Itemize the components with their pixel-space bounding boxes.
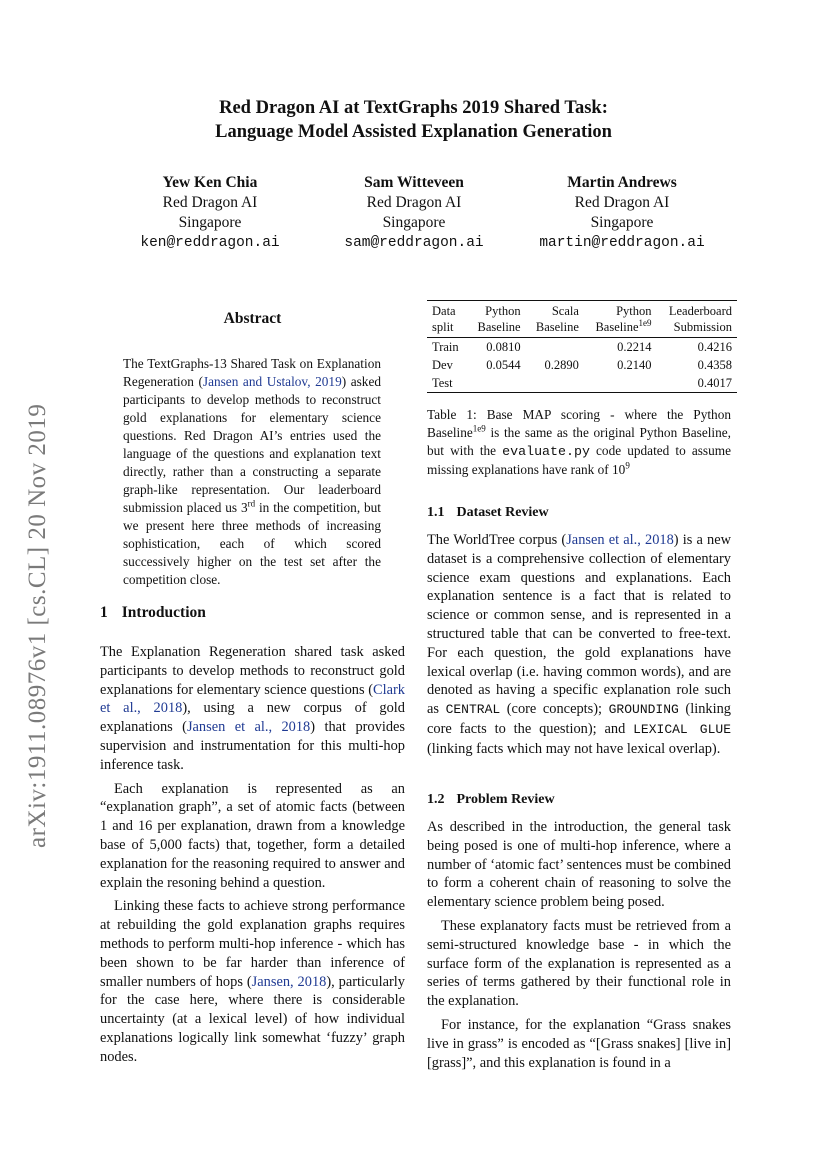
code-text: LEXICAL GLUE [633,721,731,737]
table-cell: 0.2890 [544,358,579,372]
citation-link[interactable]: Clark et al., 2018 [100,681,405,717]
text-run: Table 1: Base MAP scoring - where the Python Baseline [427,407,731,440]
citation-link[interactable]: Jansen, 2018 [251,973,327,990]
table-cell: 0.4017 [697,376,732,390]
author-org: Red Dragon AI [366,194,462,211]
subsection-title: Dataset Review [456,505,549,520]
subsection-number: 1.1 [427,505,445,520]
text-run: The WorldTree corpus ( [427,532,567,548]
table-cell [467,374,525,392]
column-header: Scala Baseline [535,304,579,334]
section-title: Introduction [121,604,206,621]
table-cell [526,374,584,392]
title-line-1: Red Dragon AI at TextGraphs 2019 Shared Task: [219,98,608,118]
table-row [427,356,737,374]
paper-title [0,96,827,144]
arxiv-identifier: arXiv:1911.08976v1 [cs.CL] 20 Nov 2019 [24,403,51,848]
author-name: Sam Witteveen [364,174,464,191]
author-location: Singapore [382,214,446,231]
subsection-heading [427,505,731,521]
subsection-number: 1.2 [427,792,445,807]
superscript: 1e9 [472,423,486,434]
code-text: evaluate.py [502,444,590,459]
paragraph [100,897,405,1066]
text-run: ) is a new dataset is a comprehensive collection of elementary science exam questions and explanations. Each explanation sentence is a fact that is related to science or common sense, and is represented in a structured table that can be converted to free-text. For each question, the gold explanations have lexical overlap (i.e. having common words), and are denoted as having a specific explanation role such as [427,532,731,718]
text-run: ), particularly for the case here, where there is considerable uncertainty (at a lexical level) of how individual explanations logically link somewhat ‘fuzzy’ graph nodes. [100,973,405,1065]
text-run: The TextGraphs-13 Shared Task on Explanation Regeneration ( [123,356,381,389]
text-run: The Explanation Regeneration shared task asked participants to develop methods to reconstruct gold explanations for elementary science questions ( [100,644,405,698]
author-org: Red Dragon AI [574,194,670,211]
abstract-heading: Abstract [223,310,282,327]
paragraph: For instance, for the explanation “Grass snakes live in grass” is encoded as “[Grass snakes] [live in] [grass]”, and this explanation is found in a [427,1016,731,1071]
table-cell: Train [432,340,459,354]
title-line-2: Language Model Assisted Explanation Generation [215,122,612,142]
column-header: Data split [432,304,456,334]
author-org: Red Dragon AI [162,194,258,211]
superscript: rd [247,498,256,509]
section-number: 1 [100,604,108,621]
author-name: Martin Andrews [567,174,677,191]
table-cell: Dev [432,358,453,372]
author-email[interactable]: sam@reddragon.ai [344,235,484,251]
problem-body [427,818,731,1077]
subsection-heading [427,792,731,808]
table-cell: 0.4216 [697,340,732,354]
table-cell: 0.4358 [697,358,732,372]
author-name: Yew Ken Chia [162,174,258,191]
table-cell: Test [432,376,453,390]
table-row [427,374,737,392]
text-run: (linking facts which may not have lexical overlap). [427,740,721,757]
table-cell: 0.2140 [617,358,652,372]
citation-link[interactable]: Jansen and Ustalov, 2019 [202,374,342,389]
table-cell: 0.0810 [486,340,521,354]
table-cell: 0.0544 [486,358,521,372]
table-cell [584,374,657,392]
text-run: ) asked participants to develop methods to reconstruct gold explanations for elementary science questions. Red Dragon AI’s entries used the language of the questions and explanation text directly, rather than a constructing a separate graph-like representation. Our leaderboard submission placed us 3 [123,374,382,515]
text-run: ) that provides supervision and instrumentation for this multi-hop inference task. [100,719,406,773]
text-run: Linking these facts to achieve strong performance at rebuilding the gold explanation graphs requires methods to perform multi-hop inference - which has been shown to be far harder than inference of smaller numbers of hops ( [100,898,405,990]
text-run: (linking core facts to the question); and [427,701,731,737]
subsection-title: Problem Review [456,792,555,807]
intro-body [100,643,405,1072]
paragraph: As described in the introduction, the general task being posed is one of multi-hop inference, where a number of ‘atomic fact’ sentences must be combined to form a coherent chain of reasoning to solve the elementary science problem being posed. [427,819,731,911]
column-header: Python Baseline$^{1e9}$ [595,304,652,334]
table-caption [427,406,731,479]
author-email[interactable]: ken@reddragon.ai [140,235,280,251]
paragraph: Each explanation is represented as an “explanation graph”, a set of atomic facts (between 1 and 16 per explanation, drawn from a knowledge base of 5,000 facts) that, together, form a detailed explanation for the reasoning required to answer and explain the resoning behind a question. [100,780,405,891]
citation-link[interactable]: Jansen et al., 2018 [186,719,311,736]
paragraph [100,643,405,775]
code-text: CENTRAL [445,702,501,718]
table-cell [526,338,584,357]
citation-link[interactable]: Jansen et al., 2018 [566,532,674,548]
paragraph [427,531,731,759]
results-table [427,300,737,393]
table-cell: 0.2214 [617,340,652,354]
text-run: (core concepts); [500,701,609,718]
author-block [502,173,742,253]
table-row [427,338,737,357]
abstract-text [123,355,381,589]
author-location: Singapore [590,214,654,231]
superscript: 9 [625,460,630,471]
column-header: Python Baseline [477,304,521,334]
section-heading [100,604,405,622]
dataset-body [427,531,731,764]
code-text: GROUNDING [608,702,679,718]
text-run: ), using a new corpus of gold explanations ( [100,700,405,736]
author-email[interactable]: martin@reddragon.ai [539,235,705,251]
text-run: in the competition, but we present here three methods of increasing sophistication, each of which scored successively higher on the test set after the competition close. [123,500,382,587]
paragraph: These explanatory facts must be retrieved from a semi-structured knowledge base - in which the surface form of the explanation is represented as a series of terms gathered by their functional role in the explanation. [427,917,731,1010]
column-header: Leaderboard Submission [668,304,732,334]
author-block [294,173,534,253]
table-header-row [427,301,737,338]
text-run: is the same as the original Python Baseline, but with the [427,425,731,458]
text-run: code updated to assume missing explanations have rank of 10 [427,443,731,477]
author-location: Singapore [178,214,242,231]
